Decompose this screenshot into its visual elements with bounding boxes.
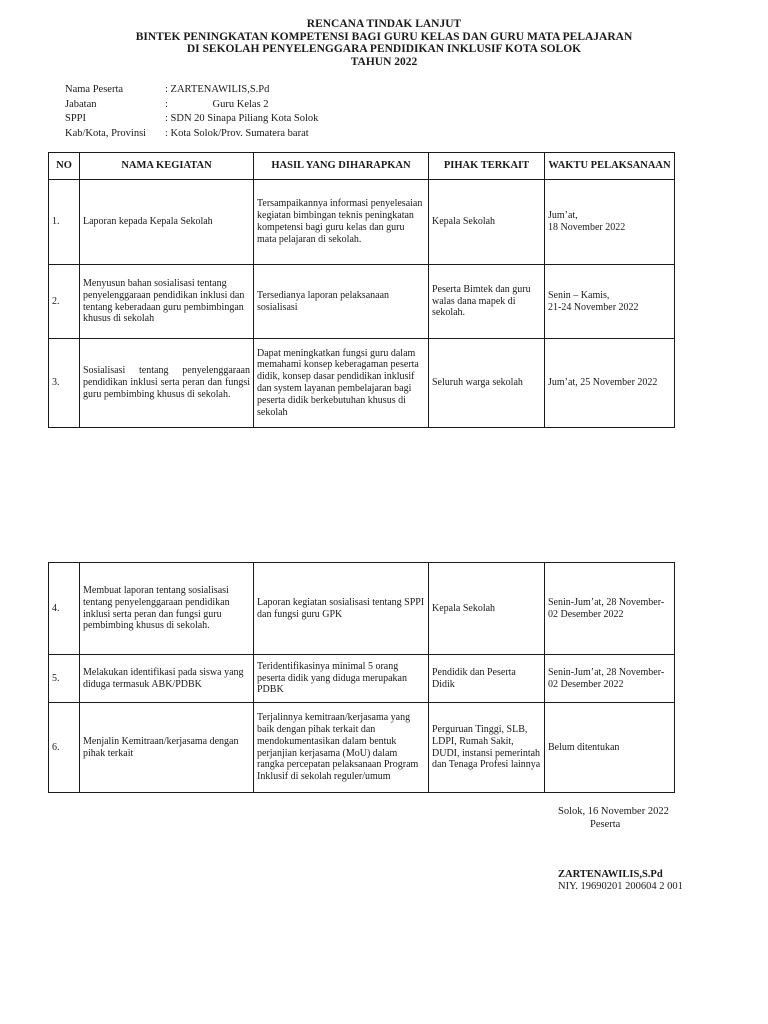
signature-name: ZARTENAWILIS,S.Pd (558, 869, 663, 880)
title-line-2: BINTEK PENINGKATAN KOMPETENSI BAGI GURU KELAS DAN GURU MATA PELAJARAN (135, 30, 633, 43)
row-time: Jum’at, 25 November 2022 (545, 339, 675, 428)
row-activity: Membuat laporan tentang sosialisasi tentang penyelenggaraan pendidikan inklusi serta peran dan fungsi guru pembimbing khusus di sekolah. (80, 563, 254, 655)
table-header-row (49, 153, 675, 180)
signature-id: NIY. 19690201 200604 2 001 (558, 881, 683, 892)
row-number: 2. (49, 265, 80, 339)
table-row (49, 265, 675, 339)
header-activity: NAMA KEGIATAN (80, 153, 254, 180)
title-line-4: TAHUN 2022 (350, 55, 418, 68)
table-row (49, 563, 675, 655)
title-line-1: RENCANA TINDAK LANJUT (306, 18, 462, 30)
title-line-3: DI SEKOLAH PENYELENGGARA PENDIDIKAN INKLUSIF KOTA SOLOK (186, 43, 582, 55)
signature-place-date: Solok, 16 November 2022 (558, 806, 669, 817)
info-label: Jabatan (65, 98, 97, 110)
header-no: NO (49, 153, 80, 180)
row-expected-result: Dapat meningkatkan fungsi guru dalam memahami konsep keberagaman peserta didik, konsep dasar pendidikan inklusif dan system layanan pembelajaran bagi peserta didik berkebutuhan khusus di sekolah (254, 339, 429, 428)
row-related-party: Kepala Sekolah (429, 563, 545, 655)
row-expected-result: Teridentifikasinya minimal 5 orang peserta didik yang diduga merupakan PDBK (254, 655, 429, 703)
row-time: Belum ditentukan (545, 703, 675, 793)
row-number: 4. (49, 563, 80, 655)
row-expected-result: Laporan kegiatan sosialisasi tentang SPPI dan fungsi guru GPK (254, 563, 429, 655)
row-activity: Laporan kepada Kepala Sekolah (80, 180, 254, 265)
row-time: Senin-Jum’at, 28 November-02 Desember 2022 (545, 655, 675, 703)
row-activity: Sosialisasi tentang penyelenggaraan pendidikan inklusi serta peran dan fungsi guru pembimbing khusus di sekolah. (80, 339, 254, 428)
row-related-party: Peserta Bimtek dan guru walas dana mapek di sekolah. (429, 265, 545, 339)
row-related-party: Perguruan Tinggi, SLB, LDPI, Rumah Sakit, DUDI, instansi pemerintah dan Tenaga Profesi lainnya (429, 703, 545, 793)
plan-table-part-2 (48, 562, 675, 793)
row-number: 1. (49, 180, 80, 265)
info-value: : Guru Kelas 2 (165, 98, 269, 110)
info-label: Kab/Kota, Provinsi (65, 127, 147, 139)
table-row (49, 339, 675, 428)
row-activity: Melakukan identifikasi pada siswa yang diduga termasuk ABK/PDBK (80, 655, 254, 703)
row-time: Jum’at, 18 November 2022 (545, 180, 675, 265)
info-value: : ZARTENAWILIS,S.Pd (165, 84, 270, 95)
row-number: 5. (49, 655, 80, 703)
row-activity: Menyusun bahan sosialisasi tentang penyelenggaraan pendidikan inklusi dan tentang keberadaan guru pembimbingan khusus di sekolah (80, 265, 254, 339)
row-related-party: Seluruh warga sekolah (429, 339, 545, 428)
header-related-party: PIHAK TERKAIT (429, 153, 545, 180)
row-related-party: Kepala Sekolah (429, 180, 545, 265)
row-time: Senin-Jum’at, 28 November-02 Desember 2022 (545, 563, 675, 655)
info-value: : SDN 20 Sinapa Piliang Kota Solok (165, 113, 319, 124)
row-related-party: Pendidik dan Peserta Didik (429, 655, 545, 703)
row-expected-result: Terjalinnya kemitraan/kerjasama yang baik dengan pihak terkait dan mendokumentasikan dalam bentuk perjanjian kerjasama (MoU) dalam rangka percepatan pelaksanaan Program Inklusif di sekolah reguler/umum (254, 703, 429, 793)
signature-role: Peserta (590, 819, 621, 830)
table-row (49, 180, 675, 265)
table-row (49, 703, 675, 793)
row-number: 3. (49, 339, 80, 428)
info-label: SPPI (65, 113, 87, 124)
row-time: Senin – Kamis, 21-24 November 2022 (545, 265, 675, 339)
row-number: 6. (49, 703, 80, 793)
info-label: Nama Peserta (65, 84, 124, 95)
header-time: WAKTU PELAKSANAAN (545, 153, 675, 180)
document-title (0, 18, 768, 68)
table-row (49, 655, 675, 703)
row-expected-result: Tersedianya laporan pelaksanaan sosialisasi (254, 265, 429, 339)
row-activity: Menjalin Kemitraan/kerjasama dengan pihak terkait (80, 703, 254, 793)
header-expected-result: HASIL YANG DIHARAPKAN (254, 153, 429, 180)
info-value: : Kota Solok/Prov. Sumatera barat (165, 127, 309, 139)
row-expected-result: Tersampaikannya informasi penyelesaian kegiatan bimbingan teknis peningkatan kompetensi bagi guru kelas dan guru mata pelajaran di sekolah. (254, 180, 429, 265)
plan-table-part-1 (48, 152, 675, 428)
